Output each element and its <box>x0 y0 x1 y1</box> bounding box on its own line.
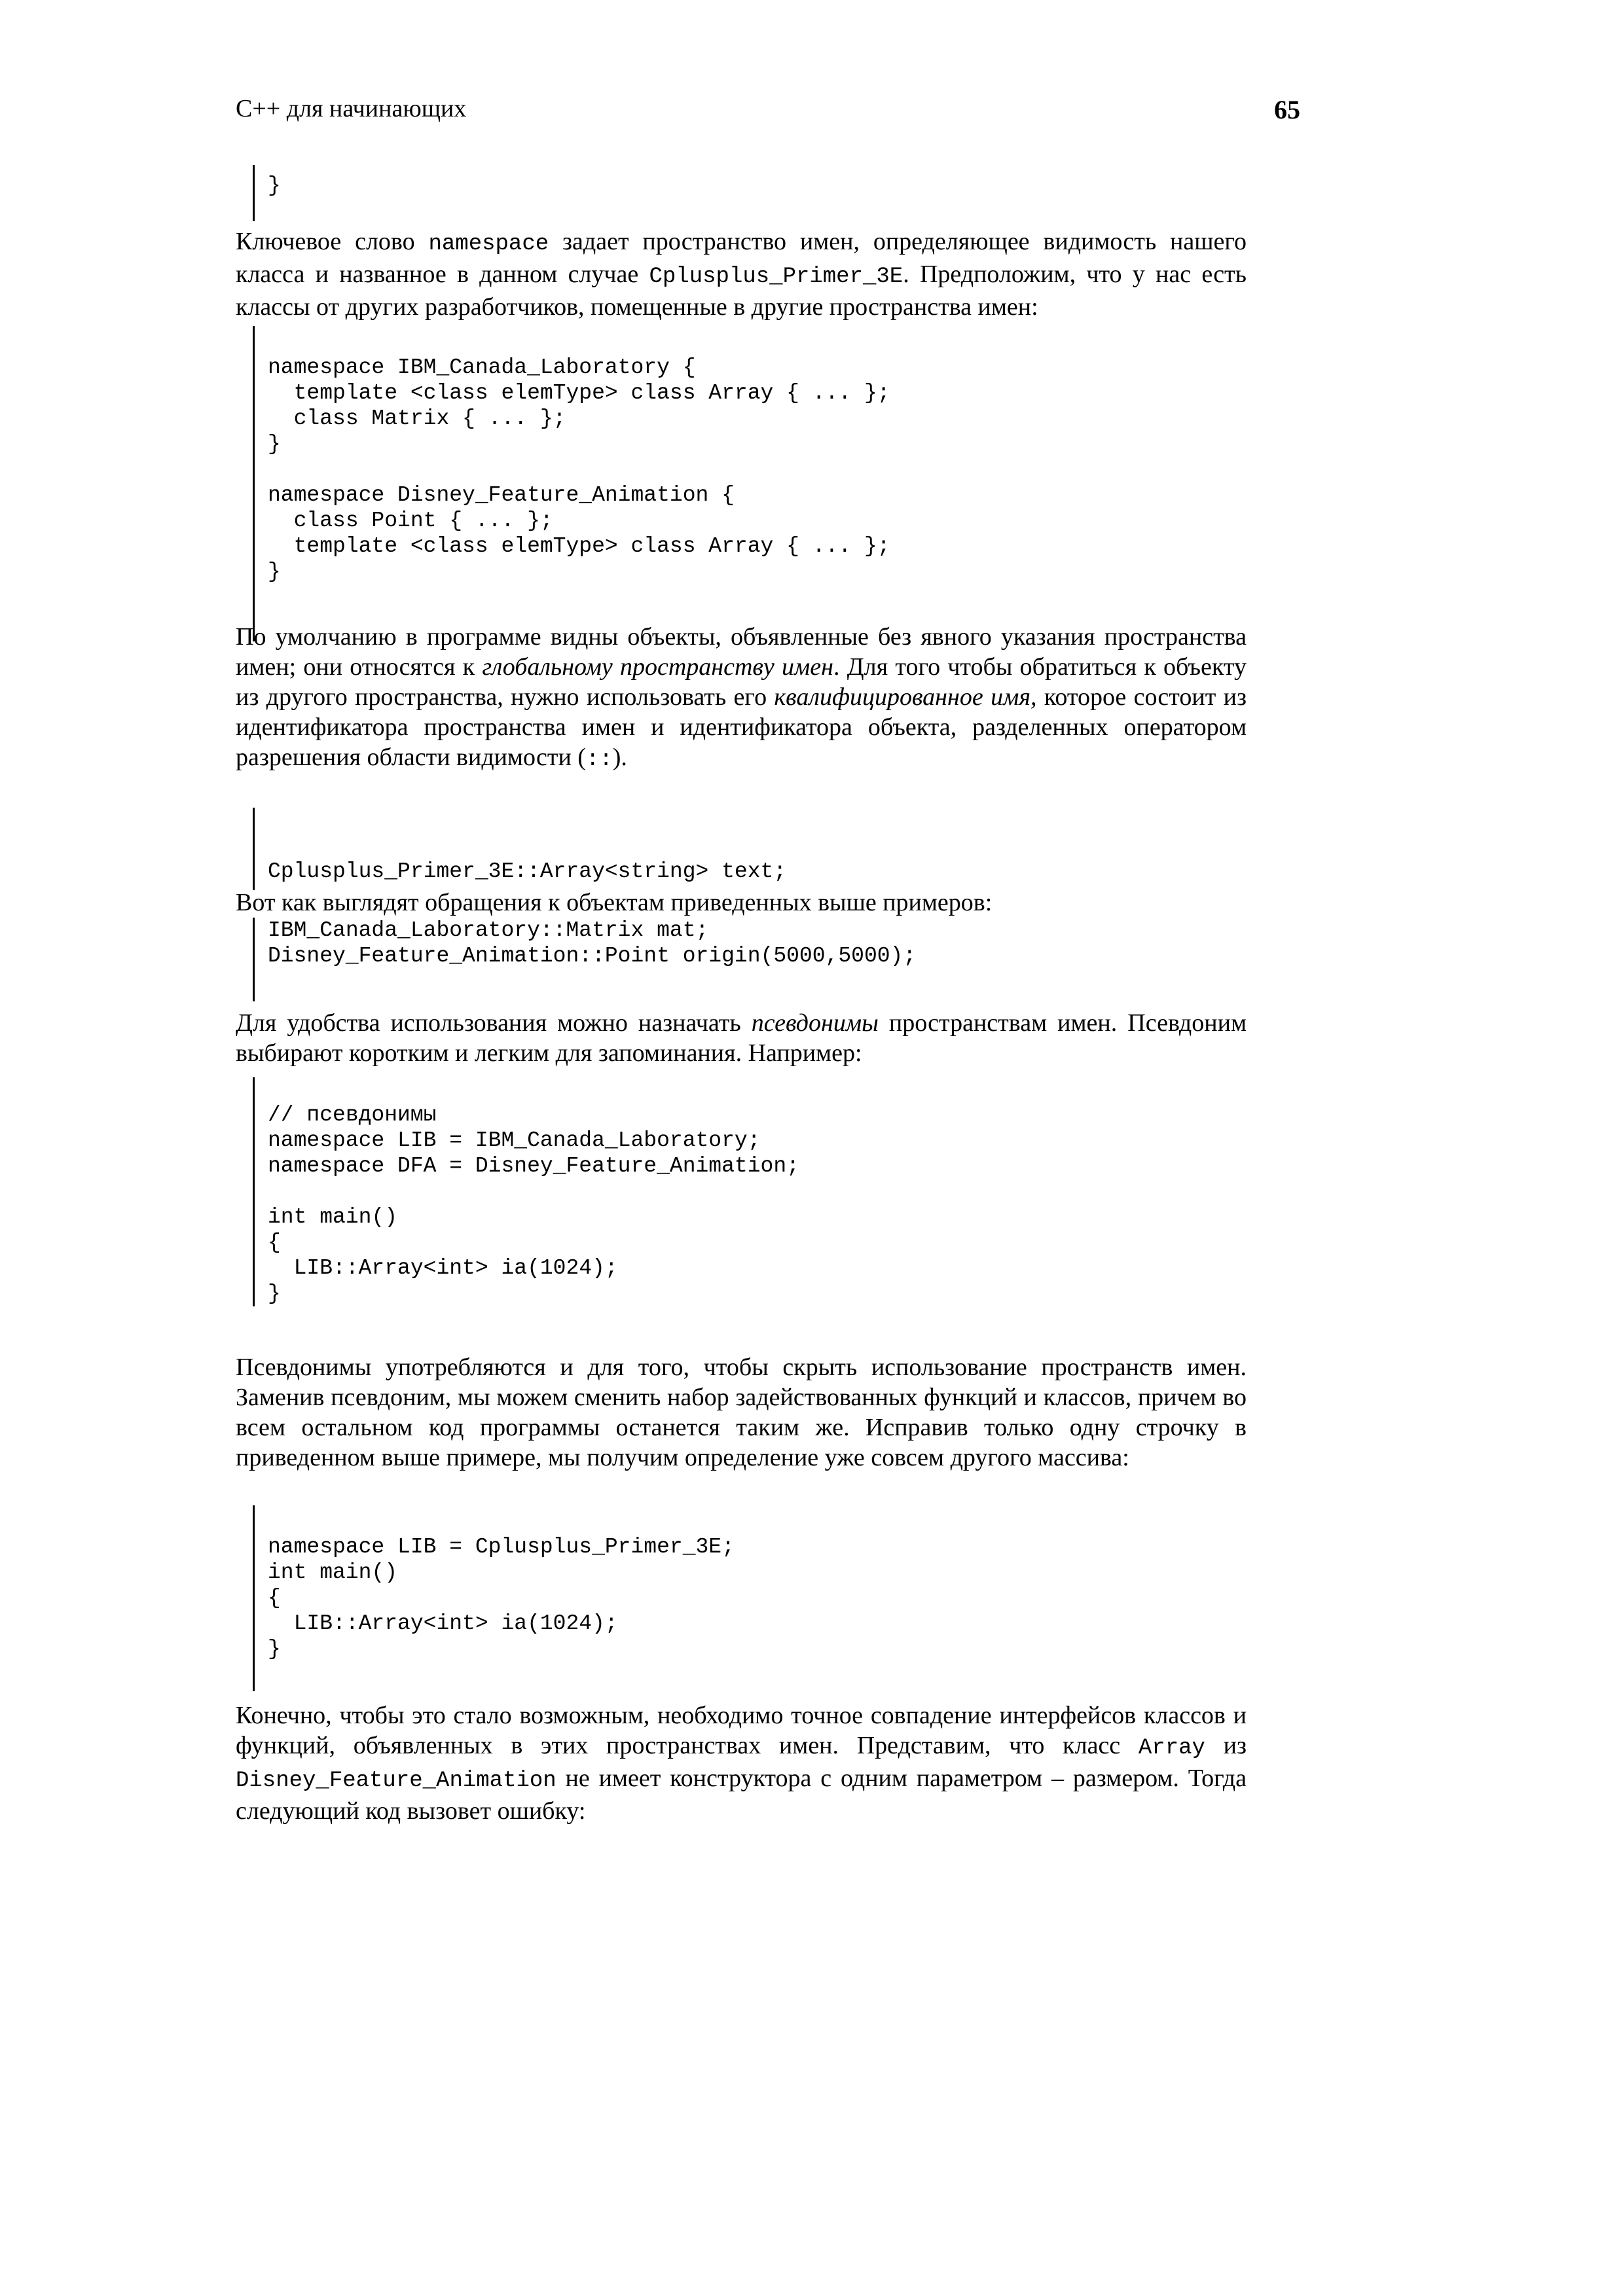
paragraph-interface-match: Конечно, чтобы это стало возможным, необходимо точное совпадение интерфейсов классов и функций, объявленных в этих пространствах имен. Представим, что класс Array из Disney_Feature_Animation не имеет конструктора с одним параметром – размером. Тогда следующий код вызовет ошибку: <box>236 1702 1247 1825</box>
code-block-namespaces: namespace IBM_Canada_Laboratory { template <class elemType> class Array { ... }; class Matrix { ... }; } namespace Disney_Feature_Animation { class Point { ... }; template <class elemType> class Array { ... }; } <box>253 326 890 641</box>
code-block-qualified-example: Cplusplus_Primer_3E::Array<string> text; <box>253 808 786 890</box>
code-block-aliases: // псевдонимы namespace LIB = IBM_Canada_Laboratory; namespace DFA = Disney_Feature_Animation; int main() { LIB::Array<int> ia(1024); } <box>253 1077 799 1306</box>
emphasis: глобальному пространству имен <box>482 653 833 681</box>
inline-code: Array <box>1138 1736 1205 1761</box>
code-block-alias-redefine: namespace LIB = Cplusplus_Primer_3E; int main() { LIB::Array<int> ia(1024); } <box>253 1505 735 1691</box>
paragraph-aliases: Для удобства использования можно назначать псевдонимы пространствам имен. Псевдоним выбирают коротким и легким для запоминания. Например: <box>236 1009 1247 1067</box>
code-block-access: IBM_Canada_Laboratory::Matrix mat; Disney_Feature_Animation::Point origin(5000,5000); <box>253 918 916 1001</box>
inline-code: Cplusplus_Primer_3E <box>649 264 903 289</box>
paragraph-namespace-intro: Ключевое слово namespace задает пространство имен, определяющее видимость нашего класса и названное в данном случае Cplusplus_Primer_3E. Предположим, что у нас есть классы от других разработчиков, помещенные в другие пространства имен: <box>236 228 1247 321</box>
paragraph-qualified-name: По умолчанию в программе видны объекты, объявленные без явного указания пространства имен; они относятся к глобальному пространству имен. Для того чтобы обратиться к объекту из другого пространства, нужно использовать его квалифицированное имя, которое состоит из идентификатора пространства имен и идентификатора объекта, разделенных оператором разрешения области видимости (::). <box>236 623 1247 772</box>
inline-code: Disney_Feature_Animation <box>236 1768 556 1793</box>
paragraph-access-examples: Вот как выглядят обращения к объектам приведенных выше примеров: <box>236 889 993 916</box>
emphasis: квалифицированное имя, <box>774 683 1037 711</box>
page-number: 65 <box>1274 95 1300 124</box>
inline-code: namespace <box>428 232 549 257</box>
running-title: C++ для начинающих <box>236 95 467 122</box>
inline-code: :: <box>585 747 613 772</box>
code-block-closing-brace: } <box>253 165 281 221</box>
emphasis: псевдонимы <box>751 1009 879 1037</box>
paragraph-alias-usage: Псевдонимы употребляются и для того, чтобы скрыть использование пространств имен. Заменив псевдоним, мы можем сменить набор задействованных функций и классов, причем во всем остальном код программы останется таким же. Исправив только одну строчку в приведенном выше примере, мы получим определение уже совсем другого массива: <box>236 1354 1247 1471</box>
